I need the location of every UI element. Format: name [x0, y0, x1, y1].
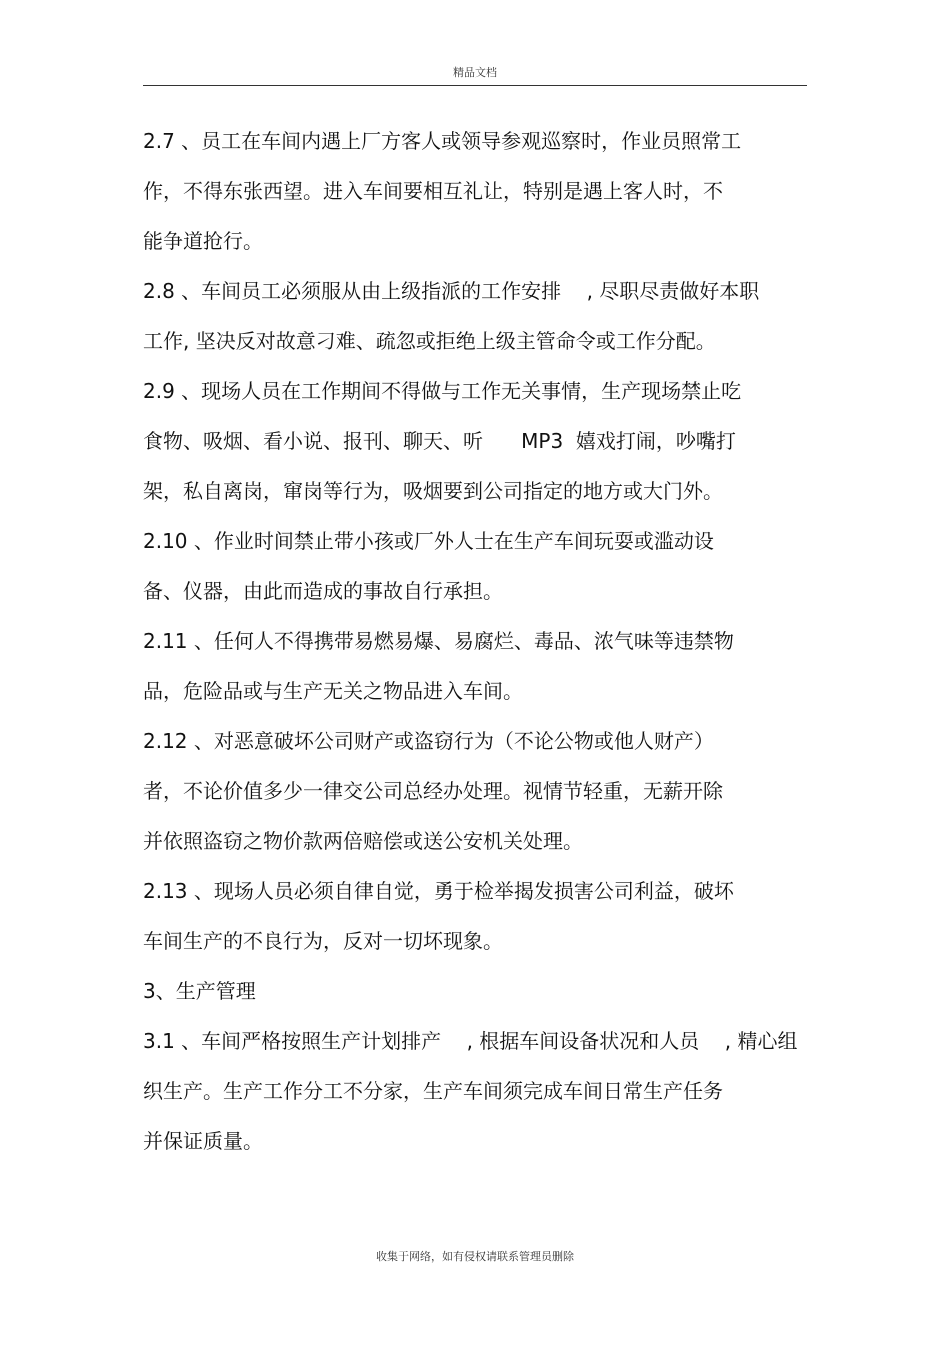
text-line: 2.11 、任何人不得携带易燃易爆、易腐烂、毒品、浓气味等违禁物: [143, 629, 734, 653]
page-footer-note: 收集于网络，如有侵权请联系管理员删除: [376, 1250, 574, 1263]
text-line: 2.9 、现场人员在工作期间不得做与工作无关事情，生产现场禁止吃: [143, 379, 742, 403]
header-divider: [143, 85, 807, 86]
text-line: 食物、吸烟、看小说、报刊、聊天、听 MP3 嬉戏打闹，吵嘴打: [143, 429, 736, 453]
page-header-title: 精品文档: [453, 66, 497, 79]
text-line: 3.1 、车间严格按照生产计划排产 , 根据车间设备状况和人员 , 精心组: [143, 1029, 798, 1053]
text-line: 2.10 、作业时间禁止带小孩或厂外人士在生产车间玩耍或滥动设: [143, 529, 714, 553]
text-line: 车间生产的不良行为，反对一切坏现象。: [143, 929, 503, 953]
document-body: [143, 124, 807, 1174]
text-line: 备、仪器，由此而造成的事故自行承担。: [143, 579, 503, 603]
text-line: 2.13 、现场人员必须自律自觉，勇于检举揭发损害公司利益，破坏: [143, 879, 734, 903]
text-line: 并保证质量。: [143, 1129, 263, 1153]
section-heading: 3、生产管理: [143, 979, 256, 1003]
text-line: 织生产。生产工作分工不分家，生产车间须完成车间日常生产任务: [143, 1079, 723, 1103]
text-line: 2.12 、对恶意破坏公司财产或盗窃行为（不论公物或他人财产）: [143, 729, 714, 753]
text-line: 品，危险品或与生产无关之物品进入车间。: [143, 679, 523, 703]
text-line: 架，私自离岗，窜岗等行为，吸烟要到公司指定的地方或大门外。: [143, 479, 723, 503]
text-line: 工作, 坚决反对故意刁难、疏忽或拒绝上级主管命令或工作分配。: [143, 329, 716, 353]
text-line: 能争道抢行。: [143, 229, 263, 253]
text-line: 2.8 、车间员工必须服从由上级指派的工作安排 , 尽职尽责做好本职: [143, 279, 760, 303]
text-line: 并依照盗窃之物价款两倍赔偿或送公安机关处理。: [143, 829, 583, 853]
text-line: 2.7 、员工在车间内遇上厂方客人或领导参观巡察时，作业员照常工: [143, 129, 742, 153]
text-line: 作，不得东张西望。进入车间要相互礼让，特别是遇上客人时，不: [143, 179, 723, 203]
text-line: 者，不论价值多少一律交公司总经办处理。视情节轻重，无薪开除: [143, 779, 723, 803]
